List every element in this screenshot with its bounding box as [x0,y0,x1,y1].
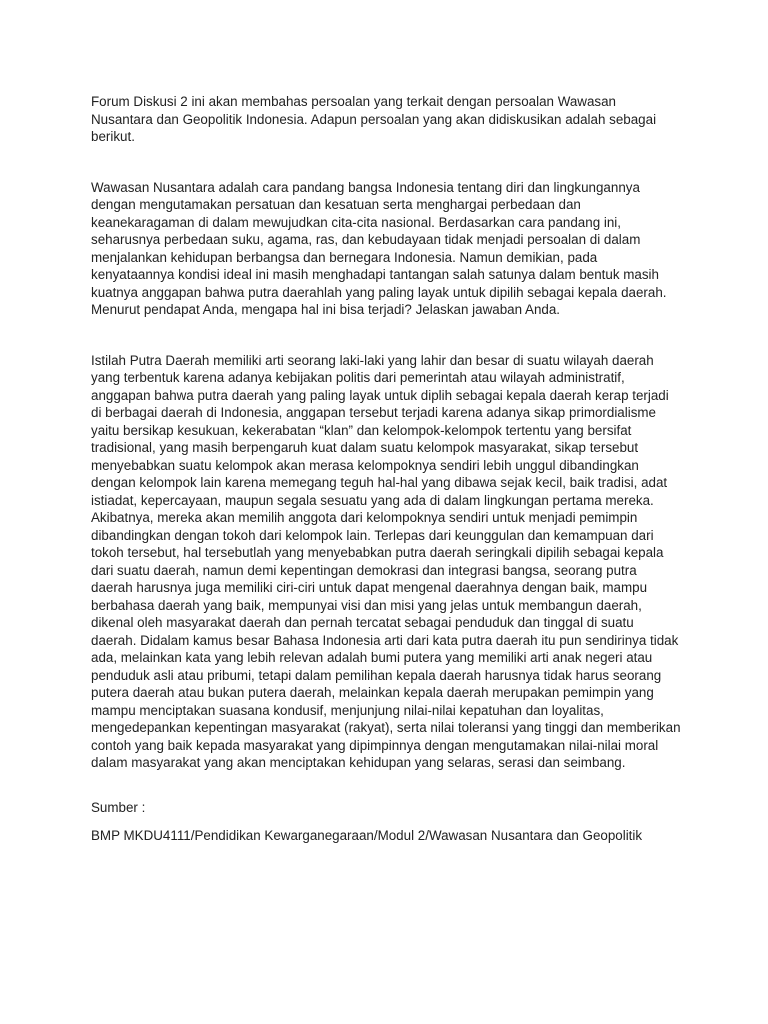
discussion-question-paragraph: Wawasan Nusantara adalah cara pandang bangsa Indonesia tentang diri dan lingkungannya dengan mengutamakan persatuan dan kesatuan serta menghargai perbedaan dan keanekaragaman di dalam mewujudkan cita-cita nasional. Berdasarkan cara pandang ini, seharusnya perbedaan suku, agama, ras, dan kebudayaan tidak menjadi persoalan di dalam menjalankan kehidupan berbangsa dan bernegara Indonesia. Namun demikian, pada kenyataannya kondisi ideal ini masih menghadapi tantangan salah satunya dalam bentuk masih kuatnya anggapan bahwa putra daerahlah yang paling layak untuk dipilih sebagai kepala daerah. Menurut pendapat Anda, mengapa hal ini bisa terjadi? Jelaskan jawaban Anda. [91,179,667,317]
source-reference: BMP MKDU4111/Pendidikan Kewarganegaraan/Modul 2/Wawasan Nusantara dan Geopolitik [91,828,643,843]
intro-paragraph: Forum Diskusi 2 ini akan membahas persoalan yang terkait dengan persoalan Wawasan Nusantara dan Geopolitik Indonesia. Adapun persoalan yang akan didiskusikan adalah sebagai berikut. [91,94,657,144]
source-label: Sumber : [91,799,146,815]
answer-paragraph: Istilah Putra Daerah memiliki arti seorang laki-laki yang lahir dan besar di suatu wilayah daerah yang terbentuk karena adanya kebijakan politis dari pemerintah atau wilayah administratif, anggapan bahwa putra daerah yang paling layak untuk diplih sebagai kepala daerah kerap terjadi di berbagai daerah di Indonesia, anggapan tersebut terjadi karena adanya sikap primordialisme yaitu bersikap kesukuan, kekerabatan “klan” dan kelompok-kelompok tertentu yang bersifat tradisional, yang masih berpengaruh kuat dalam suatu kelompok masyarakat, sikap tersebut menyebabkan suatu kelompok akan merasa kelompoknya sendiri lebih unggul dibandingkan dengan kelompok lain karena memegang teguh hal-hal yang dibawa sejak kecil, baik tradisi, adat istiadat, kepercayaan, maupun segala sesuatu yang ada di dalam lingkungan pertama mereka. Akibatnya, mereka akan memilih anggota dari kelompoknya sendiri untuk menjadi pemimpin dibandingkan dengan tokoh dari kelompok lain. Terlepas dari keunggulan dan kemampuan dari tokoh tersebut, hal tersebutlah yang menyebabkan putra daerah seringkali dipilih sebagai kepala dari suatu daerah, namun demi kepentingan demokrasi dan integrasi bangsa, seorang putra daerah harusnya juga memiliki ciri-ciri untuk dapat mengenal daerahnya dengan baik, mampu berbahasa daerah yang baik, mempunyai visi dan misi yang jelas untuk membangun daerah, dikenal oleh masyarakat daerah dan pernah tercatat sebagai penduduk dan tinggal di suatu daerah. Didalam kamus besar Bahasa Indonesia arti dari kata putra daerah itu pun sendirinya tidak ada, melainkan kata yang lebih relevan adalah bumi putera yang memiliki arti anak negeri atau penduduk asli atau pribumi, tetapi dalam pemilihan kepala daerah harusnya tidak harus seorang putera daerah atau bukan putera daerah, melainkan kepala daerah merupakan pemimpin yang mampu menciptakan suasana kondusif, menjunjung nilai-nilai kepatuhan dan loyalitas, mengedepankan kepentingan masyarakat (rakyat), serta nilai toleransi yang tinggi dan memberikan contoh yang baik kepada masyarakat yang dipimpinnya dengan mengutamakan nilai-nilai moral dalam masyarakat yang akan menciptakan kehidupan yang selaras, serasi dan seimbang. [91,352,681,770]
document-page [91,93,681,845]
